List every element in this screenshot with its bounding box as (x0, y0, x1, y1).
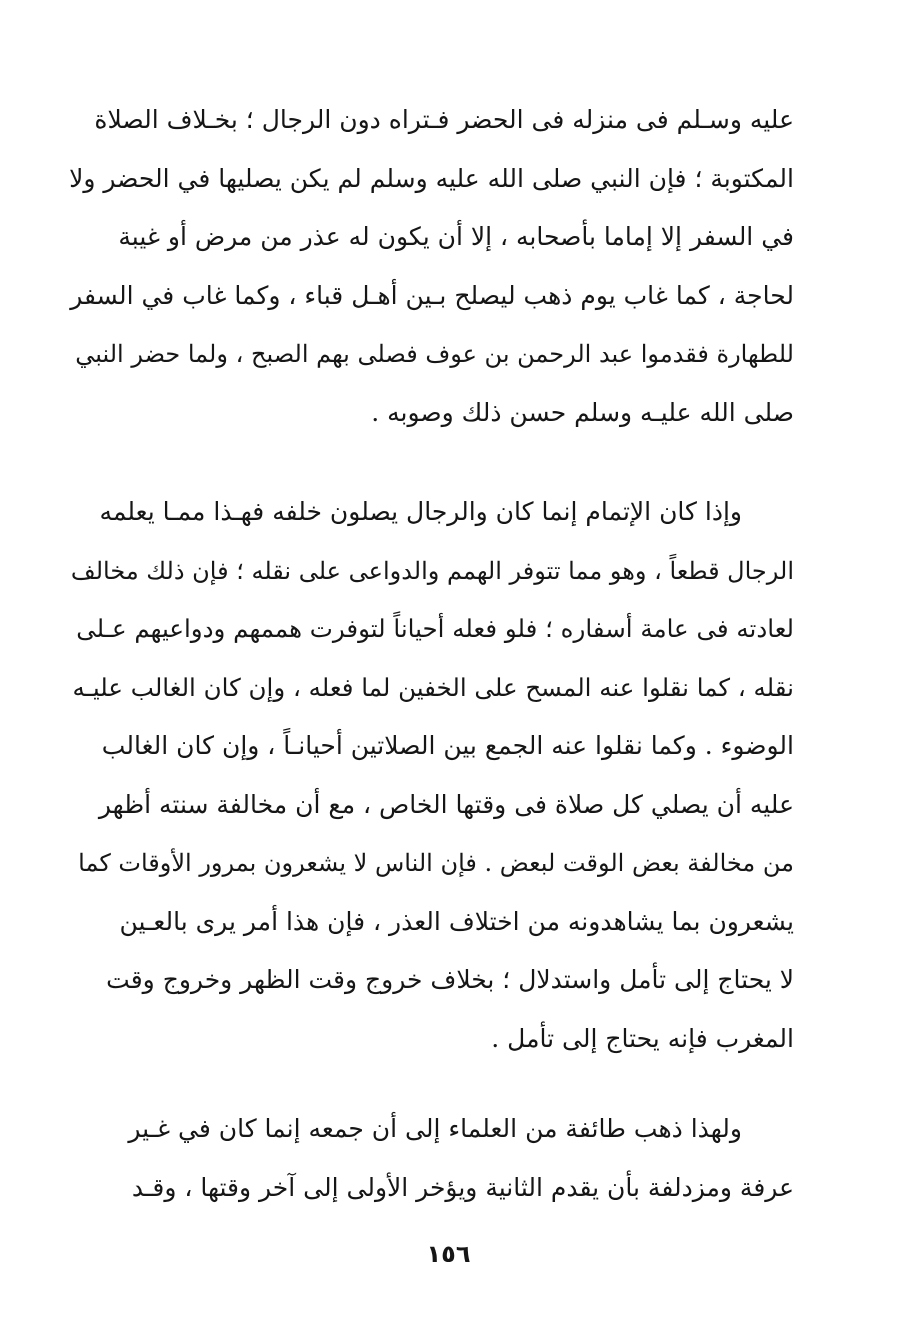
text-line: لا يحتاج إلى تأمل واستدلال ؛ بخلاف خروج وقت الظهر وخروج وقت (106, 965, 794, 994)
text-line: لعادته فى عامة أسفاره ؛ فلو فعله أحياناً لتوفرت هممهم ودواعيهم عـلى (76, 614, 794, 643)
text-line: صلى الله عليـه وسلم حسن ذلك وصوبه . (371, 397, 794, 427)
text-line: الرجال قطعاً ، وهو مما تتوفر الهمم والدواعى على نقله ؛ فإن ذلك مخالف (70, 556, 794, 585)
text-line: عليه وسـلم فى منزله فى الحضر فـتراه دون الرجال ؛ بخـلاف الصلاة (94, 105, 794, 134)
paragraph-2 (66, 483, 794, 1068)
text-line: وإذا كان الإتمام إنما كان والرجال يصلون خلفه فهـذا ممـا يعلمه (99, 497, 742, 526)
text-line: من مخالفة بعض الوقت لبعض . فإن الناس لا يشعرون بمرور الأوقات كما (78, 849, 794, 877)
text-line: المغرب فإنه يحتاج إلى تأمل . (491, 1023, 794, 1053)
paragraph-3 (66, 1100, 794, 1217)
text-line: لحاجة ، كما غاب يوم ذهب ليصلح بـين أهـل قباء ، وكما غاب في السفر (70, 280, 794, 310)
text-line: ولهذا ذهب طائفة من العلماء إلى أن جمعه إنما كان في غـير (128, 1114, 742, 1143)
paragraph-1 (66, 91, 794, 442)
text-line: نقله ، كما نقلوا عنه المسح على الخفين لما فعله ، وإن كان الغالب عليـه (72, 672, 794, 702)
text-line: للطهارة فقدموا عبد الرحمن بن عوف فصلى بهم الصبح ، ولما حضر النبي (75, 340, 794, 368)
page-number: ١٥٦ (426, 1240, 471, 1268)
text-line: المكتوبة ؛ فإن النبي صلى الله عليه وسلم لم يكن يصليها في الحضر ولا (69, 163, 794, 193)
text-line: الوضوء . وكما نقلوا عنه الجمع بين الصلاتين أحيانـاً ، وإن كان الغالب (101, 731, 794, 760)
text-line: عرفة ومزدلفة بأن يقدم الثانية ويؤخر الأولى إلى آخر وقتها ، وقـد (131, 1172, 794, 1202)
text-line: عليه أن يصلي كل صلاة فى وقتها الخاص ، مع أن مخالفة سنته أظهر (98, 789, 794, 819)
text-line: في السفر إلا إماما بأصحابه ، إلا أن يكون له عذر من مرض أو غيبة (118, 222, 794, 251)
text-line: يشعرون بما يشاهدونه من اختلاف العذر ، فإن هذا أمر يرى بالعـين (119, 906, 794, 936)
